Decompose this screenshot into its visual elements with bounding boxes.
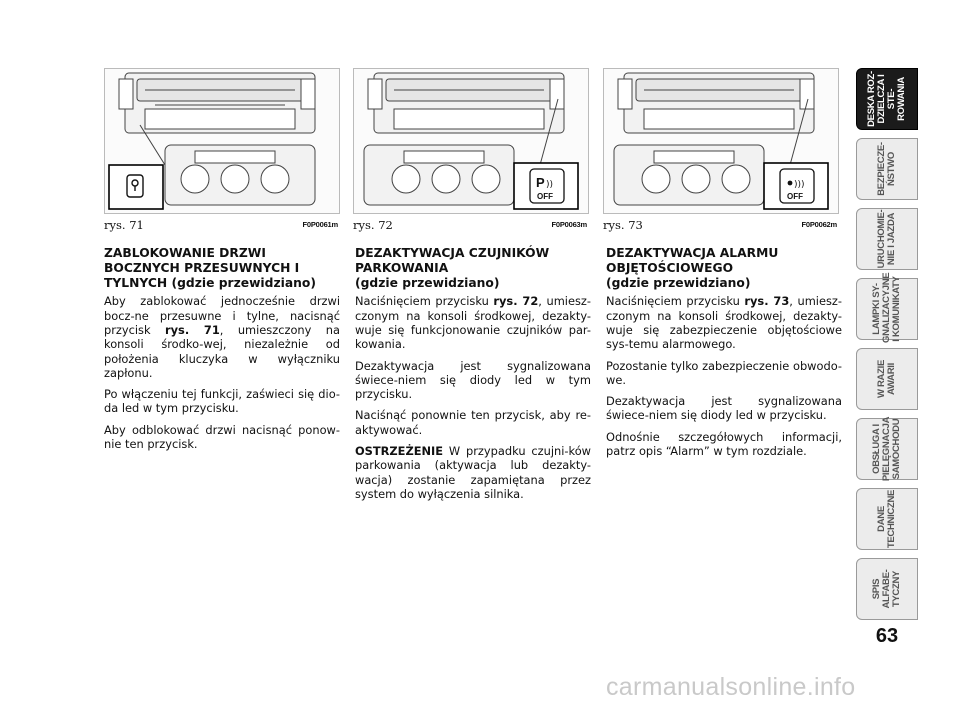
figure-label: rys. 73: [603, 218, 643, 232]
paragraph: Odnośnie szczegółowych informacji, patrz opis “Alarm” w tym rozdziale.: [606, 429, 842, 459]
column-door-lock: [104, 246, 340, 458]
figure-73-caption: [603, 218, 839, 232]
figure-code: F0P0063m: [551, 220, 587, 229]
tab-dashboard-controls[interactable]: DESKA ROZ- DZIELCZA I STE- ROWANIA: [856, 68, 918, 130]
paragraph: Dezaktywacja jest sygnalizowana świece-niem się diody led w przycisku.: [606, 394, 842, 423]
figure-72: [353, 68, 589, 214]
volumetric-alarm-icon: [788, 181, 793, 186]
tab-index[interactable]: SPIS ALFABE- TYCZNY: [856, 558, 918, 620]
section-heading: DEZAKTYWACJA CZUJNIKÓW PARKOWANIA (gdzie przewidziano): [355, 246, 550, 290]
paragraph: Naciśnięciem przycisku rys. 73, umiesz-czonym na konsoli środkowej, dezakty-wuje się zabezpieczenie objętościowe sys-temu alarmowego.: [606, 294, 842, 352]
figure-label: rys. 72: [353, 218, 393, 232]
paragraph: Aby odblokować drzwi nacisnąć ponow-nie ten przycisk.: [104, 422, 340, 452]
section-heading: ZABLOKOWANIE DRZWI BOCZNYCH PRZESUWNYCH I TYLNYCH (gdzie przewidziano): [104, 246, 316, 290]
paragraph: Naciśnąć ponownie ten przycisk, aby re-aktywować.: [355, 408, 591, 437]
lock-button-inset: [109, 165, 163, 209]
figure-label: rys. 71: [104, 218, 144, 232]
page-number: 63: [875, 625, 899, 647]
watermark: carmanualsonline.info: [606, 673, 856, 701]
parking-off-label: OFF: [537, 192, 553, 201]
paragraph: Po włączeniu tej funkcji, zaświeci się dio-da led w tym przycisku.: [104, 387, 340, 416]
warning-paragraph: OSTRZEŻENIE W przypadku czujni-ków parkowania (aktywacja lub dezakty-wacja) zostanie zapamiętana przez system do wyłączenia silnika.: [355, 444, 591, 501]
column-alarm: [606, 246, 842, 465]
figure-71: [104, 68, 340, 214]
section-heading: DEZAKTYWACJA ALARMU OBJĘTOŚCIOWEGO (gdzie przewidziano): [606, 246, 779, 290]
column-parking-sensors: [355, 246, 591, 508]
paragraph: Naciśnięciem przycisku rys. 72, umiesz-czonym na konsoli środkowej, dezakty-wuje się funkcjonowanie czujników par-kowania.: [355, 294, 591, 352]
figure-72-caption: [353, 218, 589, 232]
figure-code: F0P0061m: [302, 220, 338, 229]
figure-code: F0P0062m: [801, 220, 837, 229]
tab-technical-data[interactable]: DANE TECHNICZNE: [856, 488, 918, 550]
tab-safety[interactable]: BEZPIECZE- ŃSTWO: [856, 138, 918, 200]
warning-label: OSTRZEŻENIE: [355, 444, 444, 459]
tab-emergency[interactable]: W RAZIE AWARII: [856, 348, 918, 410]
svg-text:)): )): [546, 180, 554, 190]
parking-sensor-icon: P: [536, 175, 545, 190]
figure-71-caption: [104, 218, 340, 232]
tab-warning-lights[interactable]: LAMPKI SY- GNALIZACYJNE I KOMUNIKATY: [856, 278, 918, 340]
figure-73: [603, 68, 839, 214]
svg-text:))): ))): [794, 180, 805, 190]
paragraph: Dezaktywacja jest sygnalizowana świece-niem się diody led w tym przycisku.: [355, 358, 591, 402]
tab-starting-driving[interactable]: URUCHOMIE- NIE I JAZDA: [856, 208, 918, 270]
alarm-off-label: OFF: [787, 192, 803, 201]
paragraph: Pozostanie tylko zabezpieczenie obwodo-we.: [606, 358, 842, 387]
paragraph: Aby zablokować jednocześnie drzwi bocz-ne przesuwne i tylne, nacisnąć przycisk rys. 71, umieszczony na konsoli środko-wej, niezależnie od położenia kluczyka w wyłączniku zapłonu.: [104, 294, 341, 380]
tab-maintenance[interactable]: OBSŁUGA I PIELĘGNACJA SAMOCHODU: [856, 418, 918, 480]
